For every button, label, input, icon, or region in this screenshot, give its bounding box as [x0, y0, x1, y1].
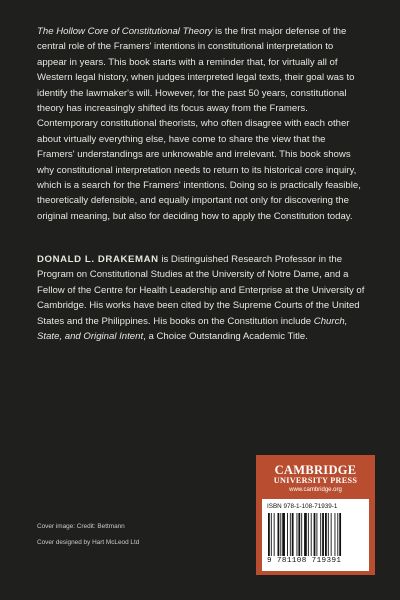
publisher-url: www.cambridge.org: [289, 487, 342, 493]
barcode-icon: [267, 513, 364, 556]
bio-text-1: is Distinguished Research Professor in the Program on Constitutional Studies at the University of Notre Dame, and a Fellow of the Centre for Health Leadership and Enterprise at the University of Cambridge. His works have been cited by the Supreme Courts of the United States and the Philippines. His books on the Constitution include: [37, 254, 365, 327]
cover-image-credit: Cover image: Credit: Bettmann: [37, 523, 125, 530]
bio-book-title: Church, State, and Original Intent: [37, 315, 348, 343]
barcode-panel: [262, 499, 369, 571]
cover-design-credit: Cover designed by Hart McLeod Ltd: [37, 539, 140, 546]
blurb-paragraph: [37, 24, 365, 224]
publisher-subtitle: UNIVERSITY PRESS: [273, 476, 358, 485]
book-title: The Hollow Core of Constitutional Theory: [37, 26, 213, 37]
bio-text-2: , a Choice Outstanding Academic Title.: [143, 331, 308, 343]
author-bio: [37, 252, 365, 344]
publisher-name: CAMBRIDGE: [274, 463, 357, 477]
isbn-label: ISBN 978-1-108-71939-1: [267, 503, 338, 510]
author-name: DONALD L. DRAKEMAN: [37, 254, 159, 265]
barcode-digits: 9 781108 719391: [267, 557, 342, 565]
blurb-text: is the first major defense of the central role of the Framers' intentions in constitutional interpretation to appear in years. This book starts with a reminder that, for virtually all of Western legal history, when judges interpreted legal texts, their goal was to identify the lawmaker's will. However, for the past 50 years, constitutional theory has increasingly shifted its focus away from the Framers. Contemporary constitutional theorists, who often disagree with each other about virtually everything else, have come to share the view that the Framers' understandings are unknowable and irrelevant. This book shows why constitutional interpretation needs to return to its historical core inquiry, which is a search for the Framers' intentions. Doing so is practically feasible, theoretically defensible, and equally important not only for discovering the original meaning, but also for deciding how to apply the Constitution today.: [37, 26, 361, 222]
cover-credits: [37, 519, 139, 551]
publisher-block: [256, 455, 375, 575]
